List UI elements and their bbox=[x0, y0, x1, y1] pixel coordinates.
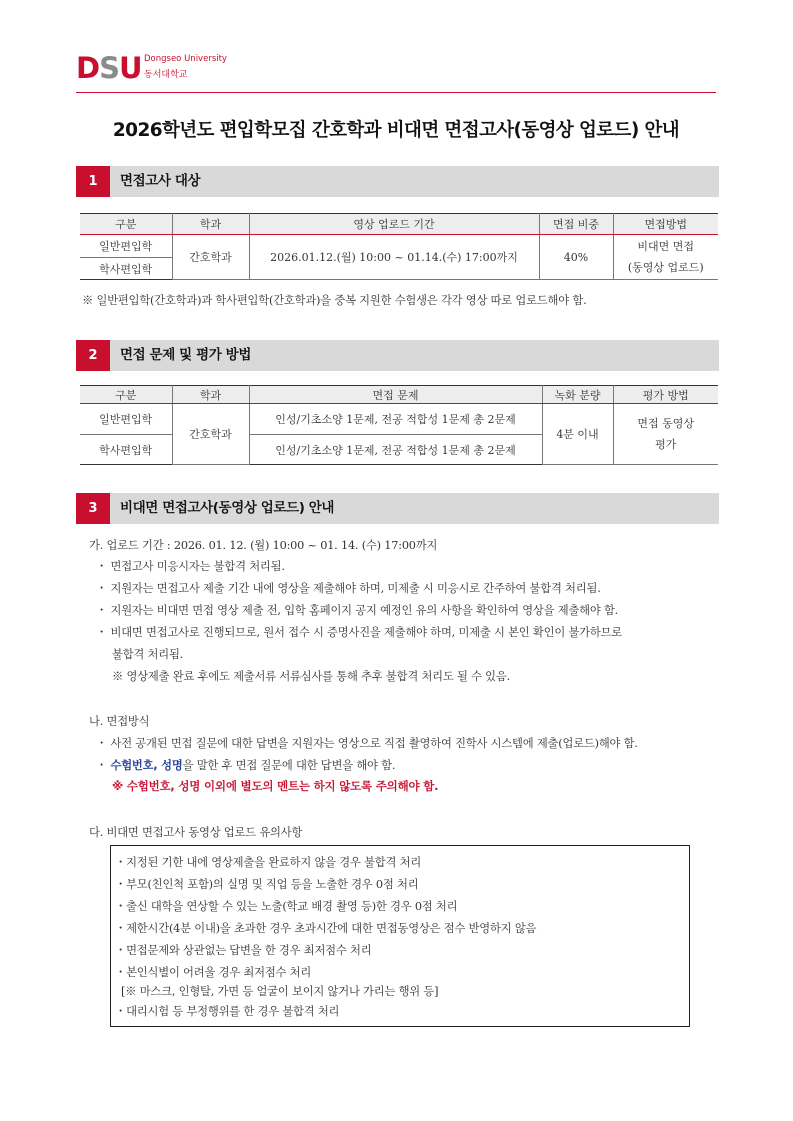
section-2-table bbox=[80, 385, 718, 465]
list-item: ・ 면접고사 미응시자는 불합격 처리됨. bbox=[96, 560, 285, 573]
section-2-title: 면접 문제 및 평가 방법 bbox=[120, 347, 251, 363]
list-note: [※ 마스크, 인형탈, 가면 등 얼굴이 보이지 않거나 가리는 행위 등] bbox=[121, 985, 439, 998]
method-line: 비대면 면접 bbox=[637, 240, 695, 253]
subsection-c-heading: 다. 비대면 면접고사 동영상 업로드 유의사항 bbox=[89, 826, 303, 839]
section-3-number: 3 bbox=[76, 493, 110, 524]
list-item: ・ 사전 공개된 면접 질문에 대한 답변을 지원자는 영상으로 직접 촬영하여 진학사 시스템에 제출(업로드)해야 함. bbox=[96, 737, 638, 750]
section-2-number: 2 bbox=[76, 340, 110, 371]
table-cell-type: 일반편입학 bbox=[80, 235, 172, 258]
table-cell-type: 학사편입학 bbox=[80, 258, 172, 280]
table-cell-duration: 4분 이내 bbox=[542, 404, 613, 465]
list-item-continued: 불합격 처리됨. bbox=[112, 648, 184, 661]
list-item-emphasis bbox=[96, 757, 395, 773]
col-header: 면접방법 bbox=[613, 214, 718, 235]
item-text: 을 말한 후 면접 질문에 대한 답변을 해야 함. bbox=[182, 759, 396, 772]
col-header: 학과 bbox=[172, 214, 249, 235]
section-1-title: 면접고사 대상 bbox=[120, 173, 201, 189]
col-header: 구분 bbox=[80, 214, 172, 235]
section-1-note: ※ 일반편입학(간호학과)과 학사편입학(간호학과)을 중복 지원한 수험생은 각각 영상 따로 업로드해야 함. bbox=[82, 294, 587, 307]
section-1-table bbox=[80, 213, 718, 280]
caution-box bbox=[110, 845, 690, 1027]
header-rule bbox=[76, 92, 716, 93]
col-header: 평가 방법 bbox=[613, 386, 718, 404]
list-item: ・본인식별이 어려울 경우 최저점수 처리 bbox=[115, 966, 312, 979]
col-header: 면접 비중 bbox=[539, 214, 613, 235]
section-3-title: 비대면 면접고사(동영상 업로드) 안내 bbox=[120, 500, 335, 516]
table-cell-question: 인성/기초소양 1문제, 전공 적합성 1문제 총 2문제 bbox=[249, 404, 542, 435]
logo-name-ko: 동서대학교 bbox=[144, 70, 188, 80]
col-header: 학과 bbox=[172, 386, 249, 404]
university-logo bbox=[76, 50, 276, 86]
emphasis-text: 수험번호, 성명 bbox=[110, 759, 183, 772]
warning-note: ※ 수험번호, 성명 이외에 별도의 멘트는 하지 않도록 주의해야 함. bbox=[112, 779, 439, 793]
subsection-a-heading: 가. 업로드 기간 : 2026. 01. 12. (월) 10:00 ~ 01. 14. (수) 17:00까지 bbox=[89, 539, 438, 552]
table-cell-eval bbox=[613, 404, 718, 465]
list-item: ・ 비대면 면접고사로 진행되므로, 원서 접수 시 증명사진을 제출해야 하며, 미제출 시 본인 확인이 불가하므로 bbox=[96, 626, 623, 639]
list-item: ・ 지원자는 비대면 면접 영상 제출 전, 입학 홈페이지 공지 예정인 유의 사항을 확인하여 영상을 제출해야 함. bbox=[96, 604, 619, 617]
table-cell-weight: 40% bbox=[539, 235, 613, 280]
section-1-number: 1 bbox=[76, 166, 110, 197]
bullet: ・ bbox=[96, 759, 111, 772]
subsection-b-heading: 나. 면접방식 bbox=[89, 715, 150, 728]
list-item: ・지정된 기한 내에 영상제출을 완료하지 않을 경우 불합격 처리 bbox=[115, 856, 422, 869]
col-header: 녹화 분량 bbox=[542, 386, 613, 404]
section-2-header bbox=[76, 340, 719, 371]
table-cell-type: 학사편입학 bbox=[80, 435, 172, 465]
col-header: 영상 업로드 기간 bbox=[249, 214, 539, 235]
table-cell-question: 인성/기초소양 1문제, 전공 적합성 1문제 총 2문제 bbox=[249, 435, 542, 465]
page-title: 2026학년도 편입학모집 간호학과 비대면 면접고사(동영상 업로드) 안내 bbox=[112, 120, 680, 141]
method-line: (동영상 업로드) bbox=[627, 261, 704, 274]
section-1-header bbox=[76, 166, 719, 197]
logo-mark: DSU bbox=[76, 51, 142, 85]
table-cell-method bbox=[613, 235, 718, 280]
logo-name-en: Dongseo University bbox=[144, 54, 227, 64]
col-header: 면접 문제 bbox=[249, 386, 542, 404]
eval-line: 평가 bbox=[655, 438, 677, 451]
list-item: ・면접문제와 상관없는 답변을 한 경우 최저점수 처리 bbox=[115, 944, 372, 957]
table-cell-dept: 간호학과 bbox=[172, 235, 249, 280]
col-header: 구분 bbox=[80, 386, 172, 404]
section-3-header bbox=[76, 493, 719, 524]
table-cell-dept: 간호학과 bbox=[172, 404, 249, 465]
list-item: ・출신 대학을 연상할 수 있는 노출(학교 배경 촬영 등)한 경우 0점 처리 bbox=[115, 900, 458, 913]
list-item: ・부모(친인척 포함)의 실명 및 직업 등을 노출한 경우 0점 처리 bbox=[115, 878, 419, 891]
eval-line: 면접 동영상 bbox=[637, 417, 695, 430]
table-cell-type: 일반편입학 bbox=[80, 404, 172, 435]
list-item: ・제한시간(4분 이내)을 초과한 경우 초과시간에 대한 면접동영상은 점수 반영하지 않음 bbox=[115, 922, 537, 935]
list-item: ・ 지원자는 면접고사 제출 기간 내에 영상을 제출해야 하며, 미제출 시 미응시로 간주하여 불합격 처리됨. bbox=[96, 582, 601, 595]
table-cell-period: 2026.01.12.(월) 10:00 ~ 01.14.(수) 17:00까지 bbox=[249, 235, 539, 280]
list-item: ・대리시험 등 부정행위를 한 경우 불합격 처리 bbox=[115, 1005, 340, 1018]
list-note: ※ 영상제출 완료 후에도 제출서류 서류심사를 통해 추후 불합격 처리도 될 수 있음. bbox=[112, 670, 510, 683]
